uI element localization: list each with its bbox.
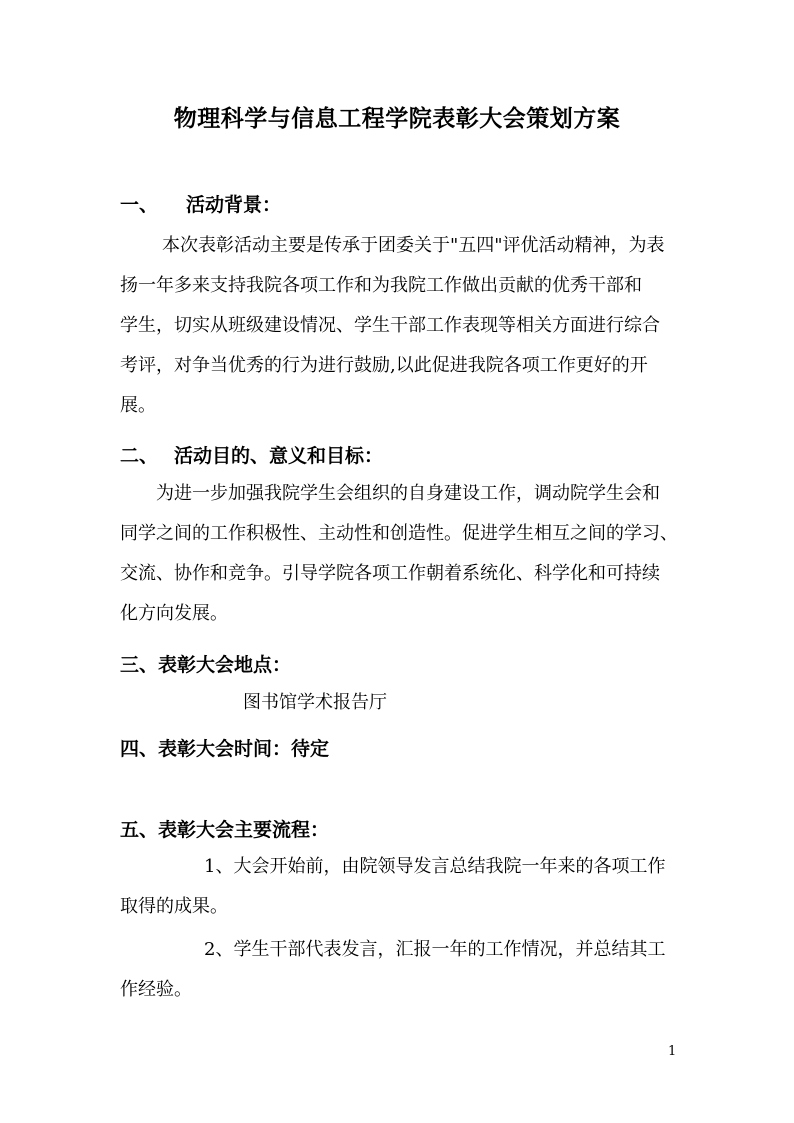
- paragraph-line: 同学之间的工作积极性、主动性和创造性。促进学生相互之间的学习、: [120, 523, 678, 544]
- paragraph-line: 学生，切实从班级建设情况、学生干部工作表现等相关方面进行综合: [120, 315, 660, 336]
- paragraph-line: 展。: [120, 395, 156, 416]
- section-1-title: 活动背景：: [186, 194, 282, 216]
- process-item-2: [120, 930, 690, 1010]
- paragraph-line: 作经验。: [120, 979, 192, 1000]
- section-2-paragraph: [120, 474, 690, 634]
- section-1-heading: [120, 190, 281, 217]
- paragraph-line: 1、大会开始前，由院领导发言总结我院一年来的各项工作: [204, 856, 666, 877]
- page-number: 1: [668, 1044, 677, 1059]
- section-1-number: 一、: [120, 194, 159, 216]
- section-3-heading: 三、表彰大会地点：: [120, 654, 292, 676]
- section-1-paragraph: [120, 226, 690, 426]
- paragraph-line: 交流、协作和竞争。引导学院各项工作朝着系统化、科学化和可持续: [120, 563, 660, 584]
- paragraph-line: 取得的成果。: [120, 896, 228, 917]
- section-2-heading: [120, 441, 383, 468]
- section-2-title: 活动目的、意义和目标：: [174, 445, 384, 467]
- paragraph-line: 化方向发展。: [120, 603, 228, 624]
- paragraph-line: 2、学生干部代表发言，汇报一年的工作情况，并总结其工: [204, 939, 666, 960]
- document-title: 物理科学与信息工程学院表彰大会策划方案: [173, 105, 621, 132]
- paragraph-line: 考评，对争当优秀的行为进行鼓励,以此促进我院各项工作更好的开: [120, 355, 648, 376]
- section-5-heading: 五、表彰大会主要流程：: [120, 819, 330, 841]
- venue-text: 图书馆学术报告厅: [243, 692, 387, 713]
- paragraph-line: 本次表彰活动主要是传承于团委关于"五四"评优活动精神，为表: [162, 235, 665, 256]
- section-4-heading: 四、表彰大会时间：待定: [120, 738, 330, 760]
- paragraph-line: 扬一年多来支持我院各项工作和为我院工作做出贡献的优秀干部和: [120, 275, 642, 296]
- paragraph-line: 为进一步加强我院学生会组织的自身建设工作，调动院学生会和: [156, 483, 660, 504]
- section-2-number: 二、: [120, 445, 159, 467]
- process-item-1: [120, 847, 690, 927]
